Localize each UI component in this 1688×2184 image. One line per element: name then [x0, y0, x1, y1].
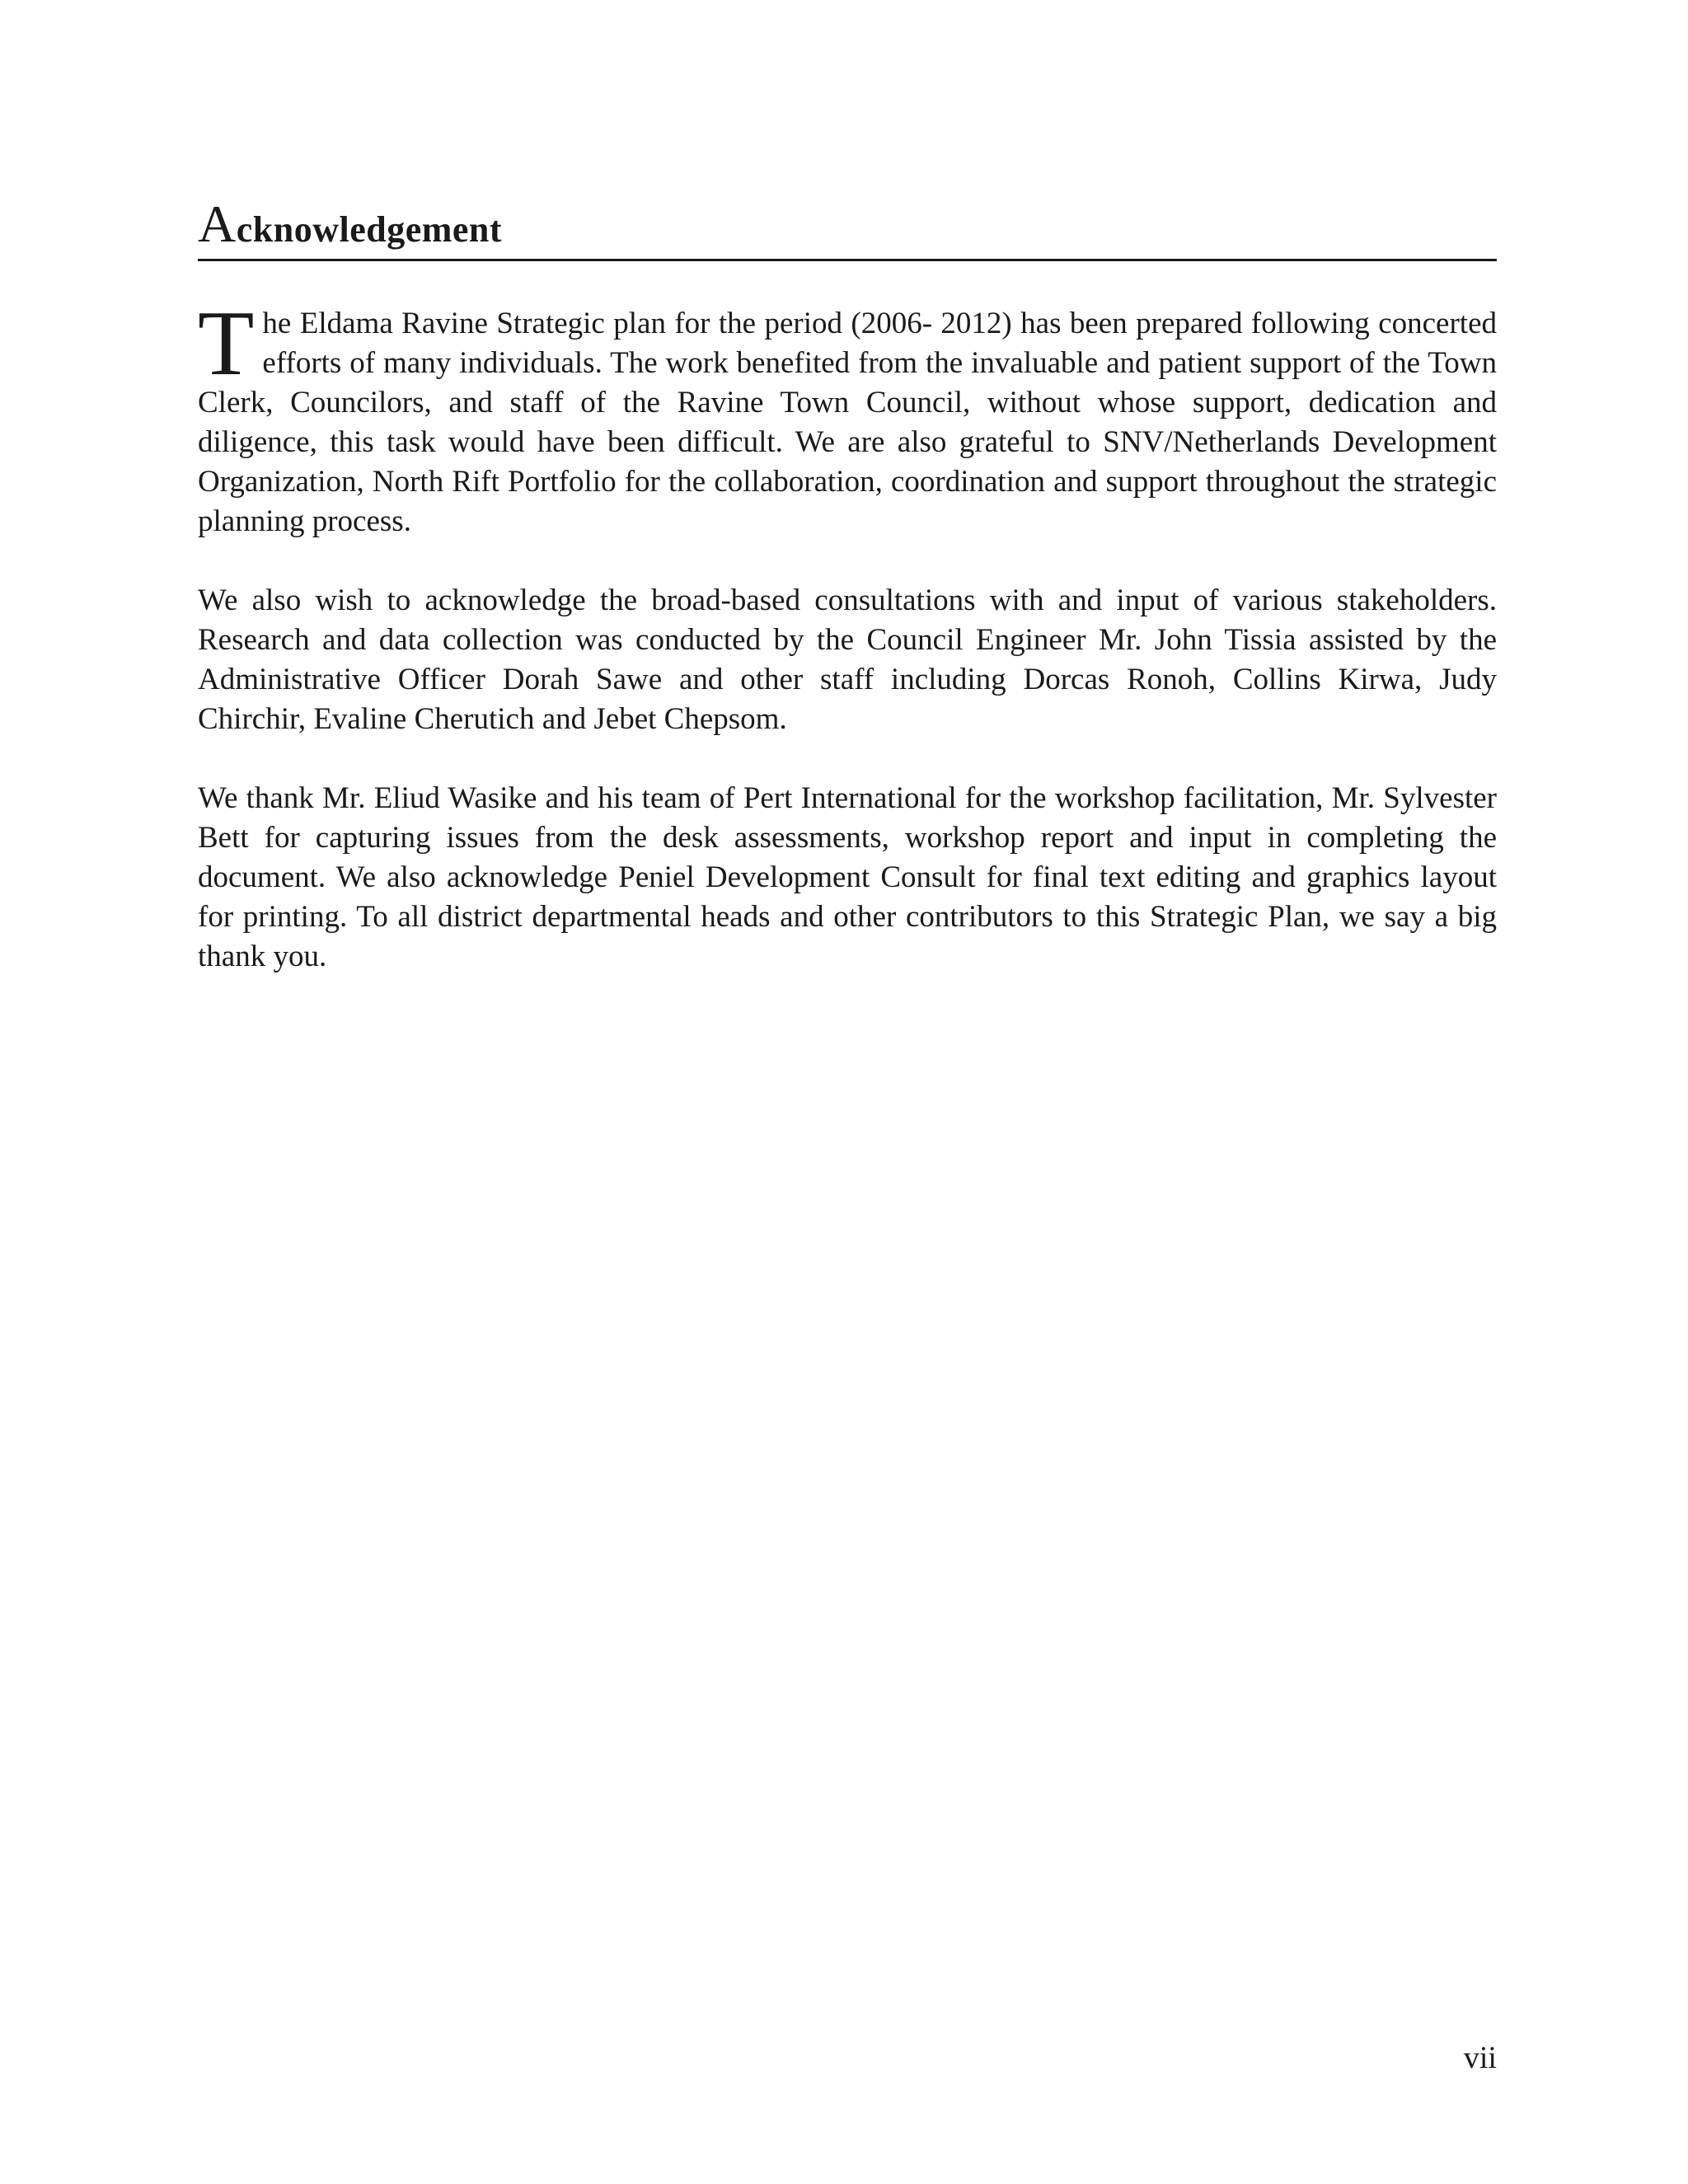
heading-rest: cknowledgement [236, 209, 503, 250]
paragraph-intro-text: he Eldama Ravine Strategic plan for the period (2006- 2012) has been prepared following concerted efforts of many individuals. The work benefited from the invaluable and patient support of the Town Clerk, Councilors, and staff of the Ravine Town Council, without whose support, dedication and diligence, this task would have been difficult. We are also grateful to SNV/Netherlands Development Organization, North Rift Portfolio for the collaboration, coordination and support throughout the strategic planning process. [198, 307, 1497, 538]
drop-cap: T [198, 293, 255, 395]
paragraph-intro [198, 293, 1497, 541]
document-page [198, 194, 1497, 977]
paragraph-consultations: We also wish to acknowledge the broad-based consultations with and input of various stakeholders. Research and data collection was conducted by the Council Engineer Mr. John Tissia assisted by the Administrative Officer Dorah Sawe and other staff including Dorcas Ronoh, Collins Kirwa, Judy Chirchir, Evaline Cherutich and Jebet Chepsom. [198, 583, 1497, 736]
paragraph-thanks: We thank Mr. Eliud Wasike and his team of Pert International for the workshop facilitation, Mr. Sylvester Bett for capturing issues from the desk assessments, workshop report and input in completing the document. We also acknowledge Peniel Development Consult for final text editing and graphics layout for printing. To all district departmental heads and other contributors to this Strategic Plan, we say a big thank you. [198, 781, 1497, 973]
page-number: vii [1463, 2041, 1497, 2075]
heading-initial: A [198, 194, 237, 253]
section-heading [198, 194, 1497, 261]
